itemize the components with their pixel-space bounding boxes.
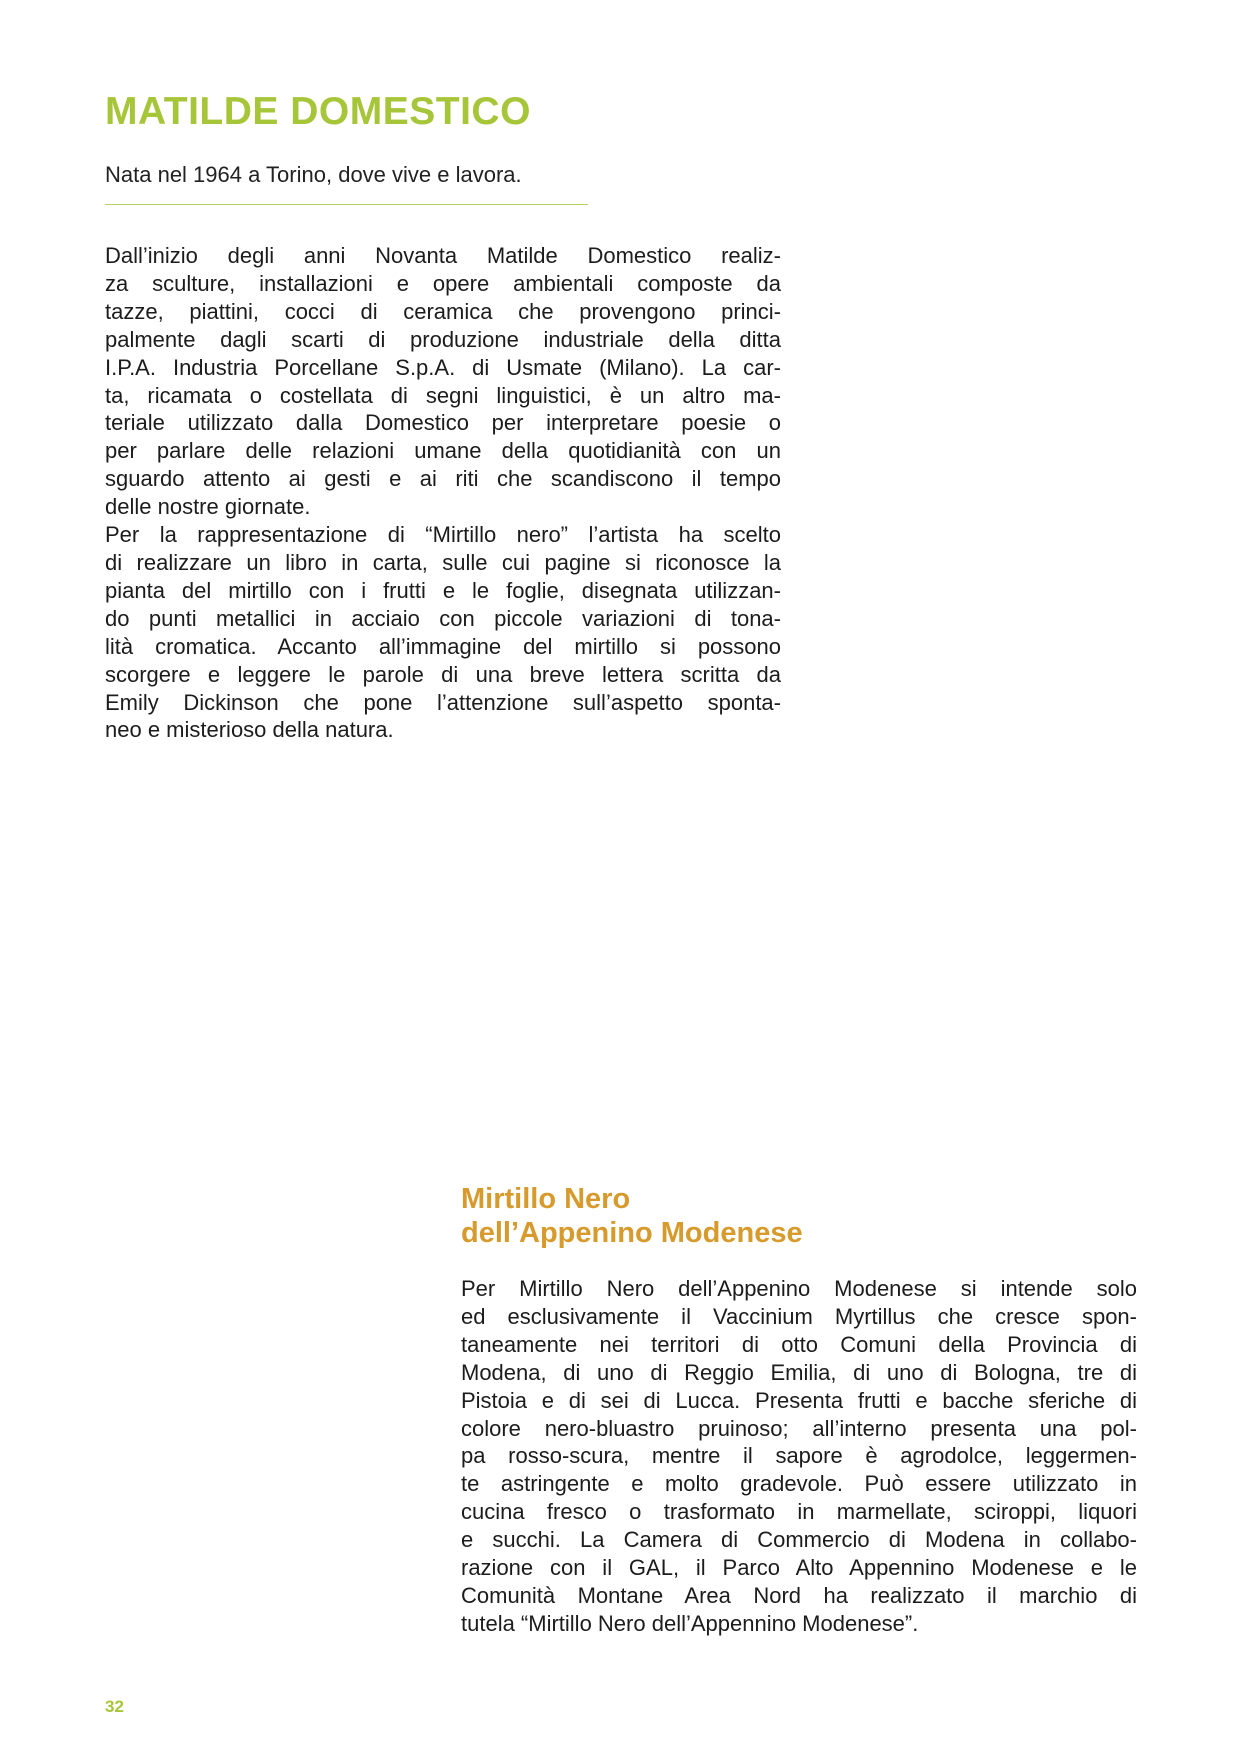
artist-description-line: delle nostre giornate. bbox=[105, 494, 311, 520]
product-description-line: razione con il GAL, il Parco Alto Appennino Modenese e le bbox=[461, 1555, 1137, 1581]
heading-divider bbox=[105, 204, 588, 205]
page-number: 32 bbox=[105, 1697, 124, 1716]
artist-description-line: di realizzare un libro in carta, sulle cui pagine si riconosce la bbox=[105, 549, 781, 575]
product-description-line: colore nero-bluastro pruinoso; all’interno presenta una pol- bbox=[461, 1415, 1137, 1441]
product-description-line: e succhi. La Camera di Commercio di Modena in collabo- bbox=[461, 1527, 1137, 1553]
product-description-line: tutela “Mirtillo Nero dell’Appennino Modenese”. bbox=[461, 1610, 919, 1636]
artist-description bbox=[105, 242, 781, 744]
artist-description-line: scorgere e leggere le parole di una breve lettera scritta da bbox=[105, 661, 781, 687]
product-title-line1: Mirtillo Nero bbox=[461, 1183, 631, 1215]
product-description-line: taneamente nei territori di otto Comuni della Provincia di bbox=[461, 1331, 1137, 1357]
product-description-line: Modena, di uno di Reggio Emilia, di uno di Bologna, tre di bbox=[461, 1359, 1137, 1385]
product-title-line2: dell’Appenino Modenese bbox=[461, 1217, 803, 1249]
product-description-line: cucina fresco o trasformato in marmellate, sciroppi, liquori bbox=[461, 1499, 1137, 1525]
artist-description-line: I.P.A. Industria Porcellane S.p.A. di Usmate (Milano). La car- bbox=[105, 354, 781, 380]
artist-bio: Nata nel 1964 a Torino, dove vive e lavora. bbox=[105, 162, 522, 187]
artist-description-line: ta, ricamata o costellata di segni linguistici, è un altro ma- bbox=[105, 382, 781, 408]
product-description-line: pa rosso-scura, mentre il sapore è agrodolce, leggermen- bbox=[461, 1443, 1137, 1469]
artist-description-line: lità cromatica. Accanto all’immagine del mirtillo si possono bbox=[105, 633, 781, 659]
artist-name-heading: MATILDE DOMESTICO bbox=[105, 90, 531, 133]
product-description-line: ed esclusivamente il Vaccinium Myrtillus che cresce spon- bbox=[461, 1303, 1137, 1329]
artist-description-line: Emily Dickinson che pone l’attenzione sull’aspetto sponta- bbox=[105, 689, 781, 715]
artist-description-line: tazze, piattini, cocci di ceramica che provengono princi- bbox=[105, 298, 781, 324]
artist-description-line: za sculture, installazioni e opere ambientali composte da bbox=[105, 270, 781, 296]
product-description-line: Comunità Montane Area Nord ha realizzato il marchio di bbox=[461, 1582, 1137, 1608]
artist-description-line: teriale utilizzato dalla Domestico per interpretare poesie o bbox=[105, 410, 781, 436]
artist-description-line: Dall’inizio degli anni Novanta Matilde Domestico realiz- bbox=[105, 243, 781, 268]
artist-description-line: per parlare delle relazioni umane della quotidianità con un bbox=[105, 438, 781, 464]
product-description-line: Per Mirtillo Nero dell’Appenino Modenese si intende solo bbox=[461, 1276, 1137, 1301]
artist-description-line: pianta del mirtillo con i frutti e le foglie, disegnata utilizzan- bbox=[105, 577, 781, 603]
artist-description-line: do punti metallici in acciaio con piccole variazioni di tona- bbox=[105, 605, 781, 631]
artist-description-line: Per la rappresentazione di “Mirtillo nero” l’artista ha scelto bbox=[105, 522, 781, 548]
product-title bbox=[461, 1182, 803, 1250]
product-description-line: Pistoia e di sei di Lucca. Presenta frutti e bacche sferiche di bbox=[461, 1387, 1137, 1413]
artist-description-line: sguardo attento ai gesti e ai riti che scandiscono il tempo bbox=[105, 466, 781, 492]
artist-description-line: palmente dagli scarti di produzione industriale della ditta bbox=[105, 326, 781, 352]
artist-description-line: neo e misterioso della natura. bbox=[105, 717, 394, 743]
product-description-line: te astringente e molto gradevole. Può essere utilizzato in bbox=[461, 1471, 1137, 1497]
product-description bbox=[461, 1275, 1137, 1638]
